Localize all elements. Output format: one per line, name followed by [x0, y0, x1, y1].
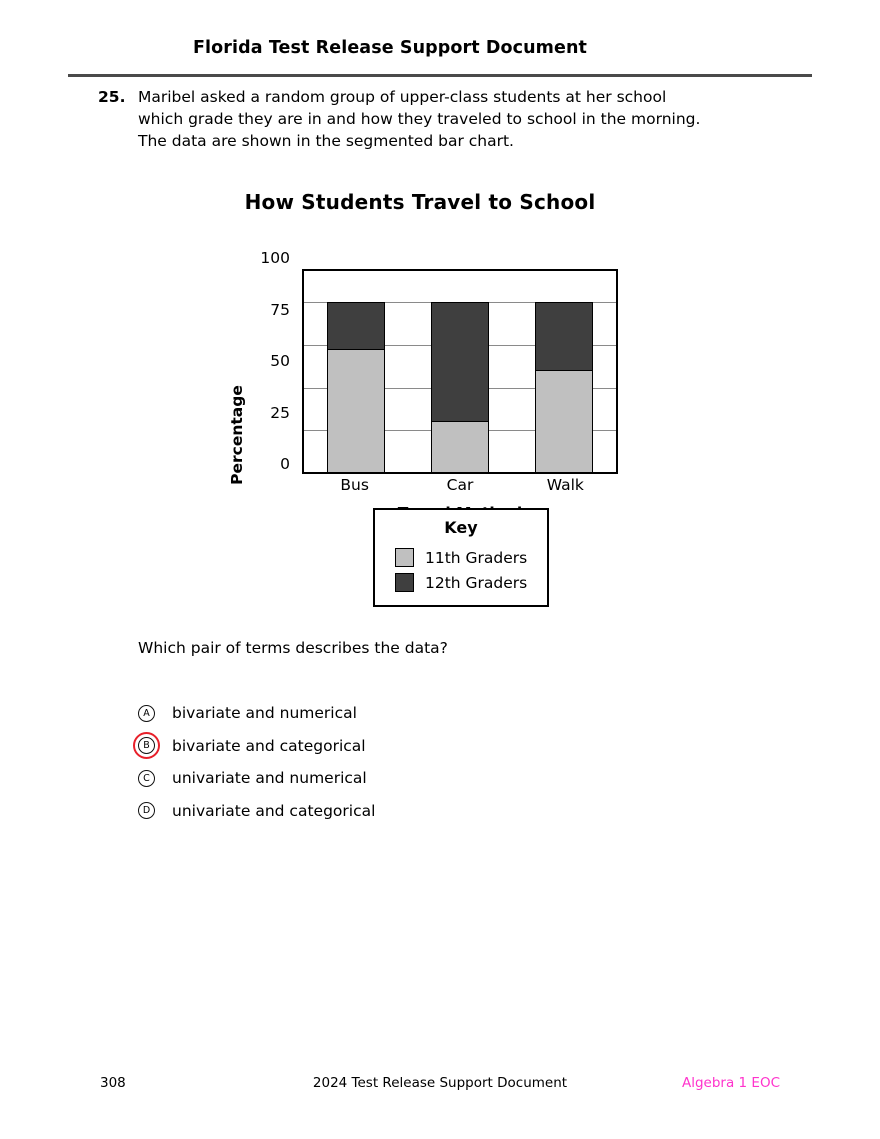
y-axis-ticks	[252, 249, 290, 473]
header-divider	[68, 74, 812, 77]
x-axis-ticks	[302, 476, 618, 494]
bar-walk	[535, 302, 593, 472]
answer-option-d[interactable]	[138, 795, 658, 828]
y-tick-label: 75	[270, 300, 290, 319]
bar-bus	[327, 302, 385, 472]
chart-title: How Students Travel to School	[244, 190, 596, 214]
legend-entry-11th	[375, 545, 547, 570]
answer-option-a[interactable]	[138, 697, 658, 730]
option-text-b: bivariate and categorical	[172, 736, 366, 755]
question-number: 25.	[98, 88, 126, 106]
bar-segment-11th	[327, 349, 385, 472]
option-text-c: univariate and numerical	[172, 769, 367, 788]
answer-options	[138, 697, 658, 827]
answer-option-b[interactable]	[138, 730, 658, 763]
document-title: Florida Test Release Support Document	[192, 38, 588, 58]
bar-segment-11th	[431, 421, 489, 472]
chart-plot-area	[0, 228, 880, 498]
answer-option-c[interactable]	[138, 762, 658, 795]
x-tick-label: Walk	[546, 476, 584, 494]
chart-bars	[304, 271, 616, 472]
chart-figure	[0, 190, 880, 498]
page-header	[0, 38, 880, 58]
bar-segment-12th	[327, 302, 385, 349]
legend-label-12th: 12th Graders	[425, 573, 528, 592]
chart-legend-key	[373, 508, 549, 607]
option-letter-c: C	[138, 770, 155, 787]
legend-swatch-12th	[395, 573, 414, 592]
option-letter-d: D	[138, 802, 155, 819]
bar-car	[431, 302, 489, 472]
y-tick-label: 25	[270, 403, 290, 422]
footer-subject-label: Algebra 1 EOC	[681, 1075, 780, 1091]
footer-page-number: 308	[100, 1075, 126, 1091]
option-marker-b[interactable]	[138, 737, 172, 754]
y-tick-label: 100	[260, 249, 290, 267]
y-tick-label: 50	[270, 352, 290, 370]
question-line: which grade they are in and how they traveled to school in the morning.	[138, 110, 701, 128]
page-footer	[0, 1075, 880, 1095]
option-letter-b: B	[138, 737, 155, 754]
footer-center-text: 2024 Test Release Support Document	[312, 1075, 568, 1091]
y-tick-label: 0	[280, 455, 290, 473]
question-line: Maribel asked a random group of upper-class students at her school	[138, 88, 667, 106]
legend-title: Key	[444, 518, 478, 537]
legend-entry-12th	[375, 570, 547, 595]
option-text-d: univariate and categorical	[172, 801, 376, 820]
question-block	[98, 86, 778, 152]
option-marker-c[interactable]	[138, 770, 172, 787]
bar-segment-11th	[535, 370, 593, 472]
y-axis-title: Percentage	[228, 385, 246, 485]
question-line: The data are shown in the segmented bar chart.	[138, 132, 514, 150]
question-prompt: Which pair of terms describes the data?	[138, 639, 448, 657]
bar-segment-12th	[535, 302, 593, 370]
bar-segment-12th	[431, 302, 489, 421]
question-text	[138, 86, 778, 152]
legend-label-11th: 11th Graders	[425, 548, 528, 567]
option-marker-a[interactable]	[138, 705, 172, 722]
x-tick-label: Bus	[340, 476, 369, 494]
option-marker-d[interactable]	[138, 802, 172, 819]
legend-swatch-11th	[395, 548, 414, 567]
x-tick-label: Car	[446, 476, 474, 494]
option-letter-a: A	[138, 705, 155, 722]
option-text-a: bivariate and numerical	[172, 704, 357, 723]
chart-plot-frame	[302, 269, 618, 474]
